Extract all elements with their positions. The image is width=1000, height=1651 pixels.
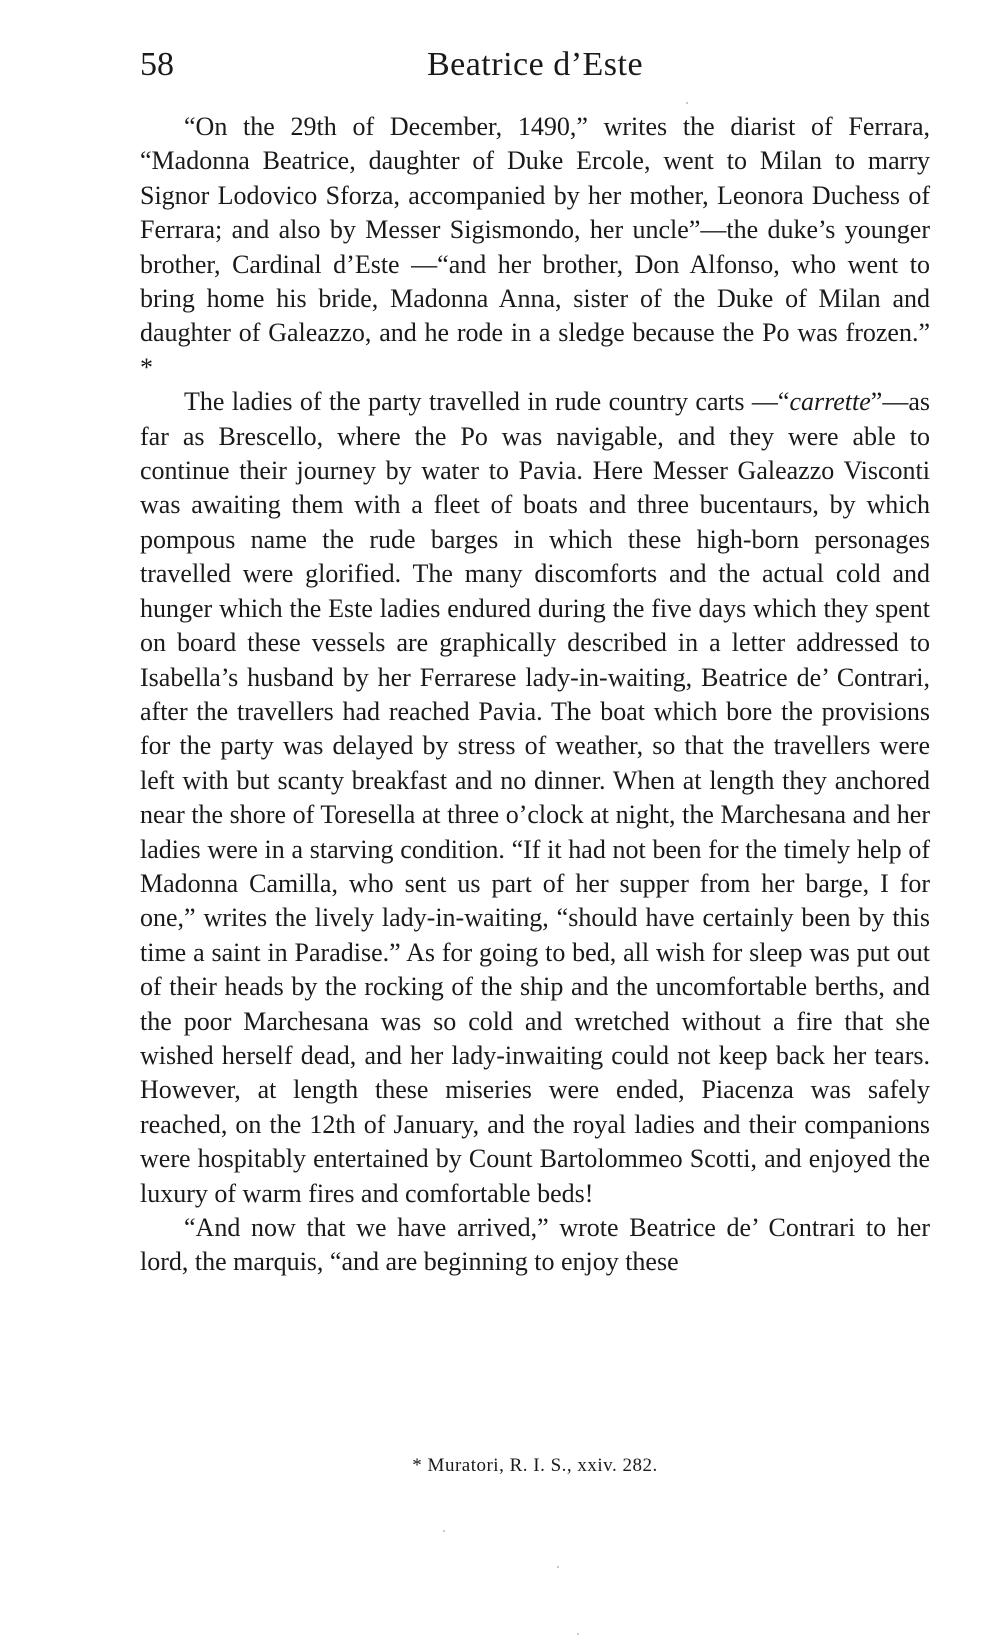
running-title: Beatrice d’Este (426, 46, 644, 83)
scan-speck (577, 1633, 579, 1635)
text-segment: ”—as far as Brescello, where the Po was navigable, and they were able to continue their journey by water to Pavia. Here Messer Galeazzo Visconti was awaiting them with a fleet of boats and three bucentaurs, by which pompous name the rude barges in which these high-born personages travelled were glorified. The many discomforts and the actual cold and hunger which the Este ladies endured during the five days which they spent on board these vessels are graphically described in a letter addressed to Isabella’s husband by her Ferrarese lady-in-waiting, Beatrice de’ Contrari, after the travellers had reached Pavia. The boat which bore the provisions for the party was delayed by stress of weather, so that the travellers were left with but scanty breakfast and no dinner. When at length they anchored near the shore of Toresella at three o’clock at night, the Marchesana and her ladies were in a starving condition. “If it had not been for the timely help of Madonna Camilla, who sent us part of her supper from her barge, I for one,” writes the lively lady-in-waiting, “should have certainly been by this time a saint in Paradise.” As for going to bed, all wish for sleep was put out of their heads by the rocking of the ship and the uncomfortable berths, and the poor Marchesana was so cold and wretched without a fire that she wished herself dead, and her lady-inwaiting could not keep back her tears. However, at length these miseries were ended, Piacenza was safely reached, on the 12th of January, and the royal ladies and their companions were hospitably entertained by Count Bartolommeo Scotti, and enjoyed the luxury of warm fires and comfortable beds! (140, 387, 930, 1208)
page-header (140, 40, 930, 90)
page-number: 58 (140, 46, 174, 83)
text-segment: The ladies of the party travelled in rude country carts —“ (184, 387, 790, 417)
footnote: * Muratori, R. I. S., xxiv. 282. (412, 1455, 658, 1476)
body-text (140, 110, 930, 1280)
paragraph (140, 1211, 930, 1280)
paragraph (140, 110, 930, 385)
text-segment: “On the 29th of December, 1490,” writes the diarist of Ferrara, “Madonna Beatrice, daughter of Duke Ercole, went to Milan to marry Signor Lodovico Sforza, accompanied by her mother, Leonora Duchess of Ferrara; and also by Messer Sigismondo, her uncle”—the duke’s younger brother, Cardinal d’Este —“and her brother, Don Alfonso, who went to bring home his bride, Madonna Anna, sister of the Duke of Milan and daughter of Galeazzo, and he rode in a sledge because the Po was frozen.” * (140, 112, 930, 382)
scan-speck (443, 1530, 445, 1532)
italic-word: carrette (789, 387, 871, 417)
paragraph (140, 385, 930, 1211)
text-segment: “And now that we have arrived,” wrote Beatrice de’ Contrari to her lord, the marquis, “and are beginning to enjoy these (140, 1213, 930, 1277)
scan-speck (686, 102, 688, 104)
scan-speck (557, 1566, 559, 1568)
